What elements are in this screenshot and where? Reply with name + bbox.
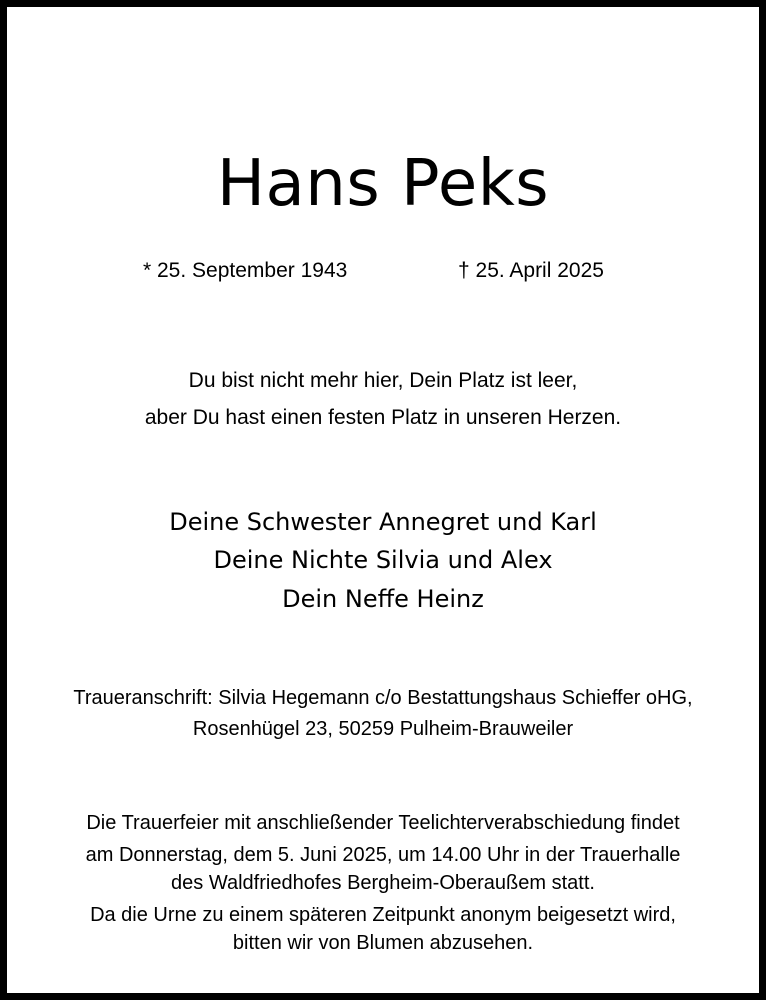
deceased-name: Hans Peks	[216, 147, 550, 221]
service-line-1: Die Trauerfeier mit anschließender Teelichterverabschiedung findet	[86, 812, 680, 834]
family-line-1: Deine Schwester Annegret und Karl	[169, 508, 597, 536]
service-line-4: Da die Urne zu einem späteren Zeitpunkt anonym beigesetzt wird,	[90, 904, 676, 926]
family-line-3: Dein Neffe Heinz	[282, 585, 484, 613]
service-line-2: am Donnerstag, dem 5. Juni 2025, um 14.00 Uhr in der Trauerhalle	[85, 844, 681, 866]
service-line-5: bitten wir von Blumen abzusehen.	[232, 932, 534, 954]
address-line-1: Traueranschrift: Silvia Hegemann c/o Bestattungshaus Schieffer oHG,	[73, 687, 693, 709]
address-line-2: Rosenhügel 23, 50259 Pulheim-Brauweiler	[192, 718, 574, 740]
verse-line-2: aber Du hast einen festen Platz in unseren Herzen.	[144, 406, 622, 429]
birth-date: * 25. September 1943	[143, 259, 348, 282]
verse-line-1: Du bist nicht mehr hier, Dein Platz ist leer,	[188, 369, 578, 392]
family-line-2: Deine Nichte Silvia und Alex	[213, 546, 553, 574]
service-line-3: des Waldfriedhofes Bergheim-Oberaußem statt.	[171, 872, 595, 894]
death-date: † 25. April 2025	[458, 259, 604, 282]
